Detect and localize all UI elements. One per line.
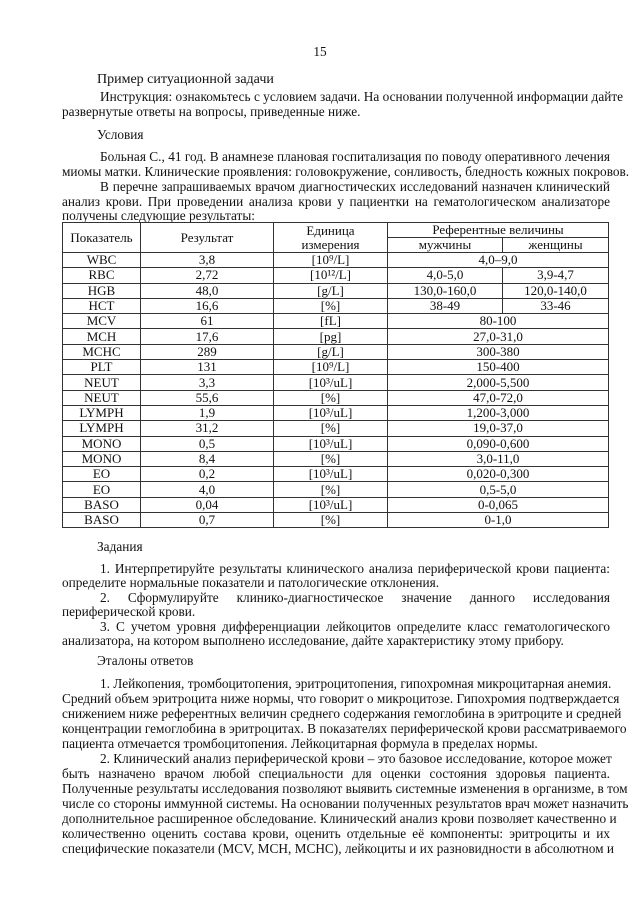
reference-cell: 47,0-72,0: [388, 390, 609, 405]
unit-cell: [g/L]: [274, 283, 388, 298]
page-number: 15: [313, 44, 327, 59]
reference-cell: 2,000-5,500: [388, 375, 609, 390]
result-cell: 8,4: [141, 451, 274, 466]
header-male: мужчины: [388, 238, 503, 253]
reference-cell: 4,0–9,0: [388, 253, 609, 268]
table-row: [63, 298, 609, 313]
result-cell: 0,2: [141, 467, 274, 482]
indicator-cell: HGB: [63, 283, 141, 298]
conditions-heading: Условия: [97, 127, 144, 142]
blood-test-table: [62, 222, 609, 528]
reference-cell: 19,0-37,0: [388, 421, 609, 436]
header-reference: Референтные величины: [388, 223, 609, 238]
reference-male-cell: 4,0-5,0: [388, 268, 503, 283]
header-female: женщины: [503, 238, 609, 253]
text-line: количественно оценить состава крови, оценить отдельные её компоненты: эритроциты и их: [62, 826, 610, 841]
table-row: [63, 436, 609, 451]
unit-cell: [g/L]: [274, 344, 388, 359]
text-line: быть назначено врачом любой специальности для оценки состояния здоровья пациента.: [62, 766, 610, 781]
text-line: Инструкция: ознакомьтесь с условием задачи. На основании полученной информации дайте: [100, 89, 624, 104]
result-cell: 48,0: [141, 283, 274, 298]
reference-cell: 0,020-0,300: [388, 467, 609, 482]
result-cell: 0,04: [141, 497, 274, 512]
unit-cell: [%]: [274, 451, 388, 466]
indicator-cell: MCH: [63, 329, 141, 344]
reference-cell: 0-1,0: [388, 513, 609, 528]
table-row: [63, 497, 609, 512]
unit-cell: [%]: [274, 421, 388, 436]
text-line: 1. Интерпретируйте результаты клинического анализа периферической крови пациента:: [100, 561, 610, 576]
indicator-cell: BASO: [63, 497, 141, 512]
answers-heading: Эталоны ответов: [97, 653, 194, 668]
table-row: [63, 390, 609, 405]
text-line: 2. Клинический анализ периферической крови – это базовое исследование, которое может: [100, 751, 612, 766]
result-cell: 0,7: [141, 513, 274, 528]
table-row: [63, 375, 609, 390]
result-cell: 2,72: [141, 268, 274, 283]
result-cell: 61: [141, 314, 274, 329]
result-cell: 289: [141, 344, 274, 359]
table-row: [63, 405, 609, 420]
result-cell: 17,6: [141, 329, 274, 344]
result-cell: 131: [141, 360, 274, 375]
reference-cell: 300-380: [388, 344, 609, 359]
result-cell: 1,9: [141, 405, 274, 420]
result-cell: 3,8: [141, 253, 274, 268]
result-cell: 31,2: [141, 421, 274, 436]
result-cell: 4,0: [141, 482, 274, 497]
indicator-cell: RBC: [63, 268, 141, 283]
unit-cell: [10³/uL]: [274, 467, 388, 482]
text-line: дополнительное расширенное обследование. Клинический анализ крови позволяет качественно и: [62, 811, 617, 826]
unit-cell: [pg]: [274, 329, 388, 344]
reference-cell: 0,5-5,0: [388, 482, 609, 497]
unit-cell: [%]: [274, 390, 388, 405]
indicator-cell: NEUT: [63, 375, 141, 390]
reference-cell: 1,200-3,000: [388, 405, 609, 420]
reference-male-cell: 38-49: [388, 298, 503, 313]
text-line: анализ крови. При проведении анализа крови у пациентки на гематологическом анализаторе: [62, 194, 610, 209]
table-row: [63, 421, 609, 436]
unit-cell: [%]: [274, 298, 388, 313]
text-line: анализатора, на котором выполнено исследование, дайте характеристику этому прибору.: [62, 633, 564, 648]
text-line: В перечне запрашиваемых врачом диагностических исследований назначен клинический: [100, 179, 610, 194]
unit-cell: [10³/uL]: [274, 375, 388, 390]
unit-cell: [10³/uL]: [274, 497, 388, 512]
reference-cell: 27,0-31,0: [388, 329, 609, 344]
indicator-cell: MCV: [63, 314, 141, 329]
unit-cell: [10³/uL]: [274, 405, 388, 420]
header-result: Результат: [141, 223, 274, 253]
indicator-cell: MONO: [63, 451, 141, 466]
reference-cell: 0-0,065: [388, 497, 609, 512]
text-line: Полученные результаты исследования позволяют выявить системные изменения в организме, в том: [62, 781, 628, 796]
table-row: [63, 314, 609, 329]
text-line: миомы матки. Клинические проявления: головокружение, сонливость, бледность кожных покровов.: [62, 164, 630, 179]
text-line: 2. Сформулируйте клинико-диагностическое значение данного исследования: [100, 590, 610, 605]
indicator-cell: PLT: [63, 360, 141, 375]
table-row: [63, 451, 609, 466]
reference-female-cell: 3,9-4,7: [503, 268, 609, 283]
result-cell: 16,6: [141, 298, 274, 313]
reference-cell: 80-100: [388, 314, 609, 329]
table-row: [63, 467, 609, 482]
indicator-cell: LYMPH: [63, 405, 141, 420]
unit-cell: [10⁹/L]: [274, 253, 388, 268]
indicator-cell: BASO: [63, 513, 141, 528]
text-line: развернутые ответы на вопросы, приведенные ниже.: [62, 104, 361, 119]
reference-cell: 3,0-11,0: [388, 451, 609, 466]
indicator-cell: EO: [63, 467, 141, 482]
indicator-cell: LYMPH: [63, 421, 141, 436]
tasks-heading: Задания: [97, 539, 143, 554]
indicator-cell: WBC: [63, 253, 141, 268]
indicator-cell: NEUT: [63, 390, 141, 405]
result-cell: 3,3: [141, 375, 274, 390]
indicator-cell: HCT: [63, 298, 141, 313]
text-line: концентрации гемоглобина в эритроцитах. В показателях периферической крови рассматриваемого: [62, 721, 627, 736]
unit-cell: [fL]: [274, 314, 388, 329]
page-title: Пример ситуационной задачи: [97, 72, 274, 87]
unit-cell: [10¹²/L]: [274, 268, 388, 283]
table-row: [63, 513, 609, 528]
reference-cell: 150-400: [388, 360, 609, 375]
unit-cell: [%]: [274, 513, 388, 528]
text-line: 1. Лейкопения, тромбоцитопения, эритроцитопения, гипохромная микроцитарная анемия.: [100, 676, 612, 691]
unit-cell: [%]: [274, 482, 388, 497]
text-line: пациента отмечается тромбоцитопения. Лейкоцитарная формула в пределах нормы.: [62, 736, 538, 751]
text-line: числе со стороны иммунной системы. На основании полученных результатов врач может назначить: [62, 796, 629, 811]
result-cell: 0,5: [141, 436, 274, 451]
indicator-cell: MCHC: [63, 344, 141, 359]
table-row: [63, 344, 609, 359]
reference-female-cell: 120,0-140,0: [503, 283, 609, 298]
header-unit: Единица измерения: [274, 223, 388, 253]
unit-cell: [10³/uL]: [274, 436, 388, 451]
text-line: снижением ниже референтных величин среднего содержания гемоглобина в эритроците и средней: [62, 706, 622, 721]
result-cell: 55,6: [141, 390, 274, 405]
text-line: специфические показатели (MCV, MCH, MCHC), лейкоциты и их разновидности в абсолютном и: [62, 841, 614, 856]
indicator-cell: MONO: [63, 436, 141, 451]
reference-male-cell: 130,0-160,0: [388, 283, 503, 298]
text-line: определите нормальные показатели и патологические отклонения.: [62, 575, 440, 590]
header-indicator: Показатель: [63, 223, 141, 253]
table-row: [63, 283, 609, 298]
text-line: получены следующие результаты:: [62, 208, 255, 223]
indicator-cell: EO: [63, 482, 141, 497]
text-line: периферической крови.: [62, 604, 196, 619]
table-row: [63, 253, 609, 268]
unit-cell: [10⁹/L]: [274, 360, 388, 375]
table-row: [63, 482, 609, 497]
text-line: Больная С., 41 год. В анамнезе плановая госпитализация по поводу оперативного лечения: [100, 149, 610, 164]
table-row: [63, 360, 609, 375]
table-row: [63, 329, 609, 344]
table-row: [63, 268, 609, 283]
text-line: Средний объем эритроцита ниже нормы, что говорит о микроцитозе. Гипохромия подтверждается: [62, 691, 620, 706]
reference-female-cell: 33-46: [503, 298, 609, 313]
reference-cell: 0,090-0,600: [388, 436, 609, 451]
text-line: 3. С учетом уровня дифференциации лейкоцитов определите класс гематологического: [100, 619, 610, 634]
